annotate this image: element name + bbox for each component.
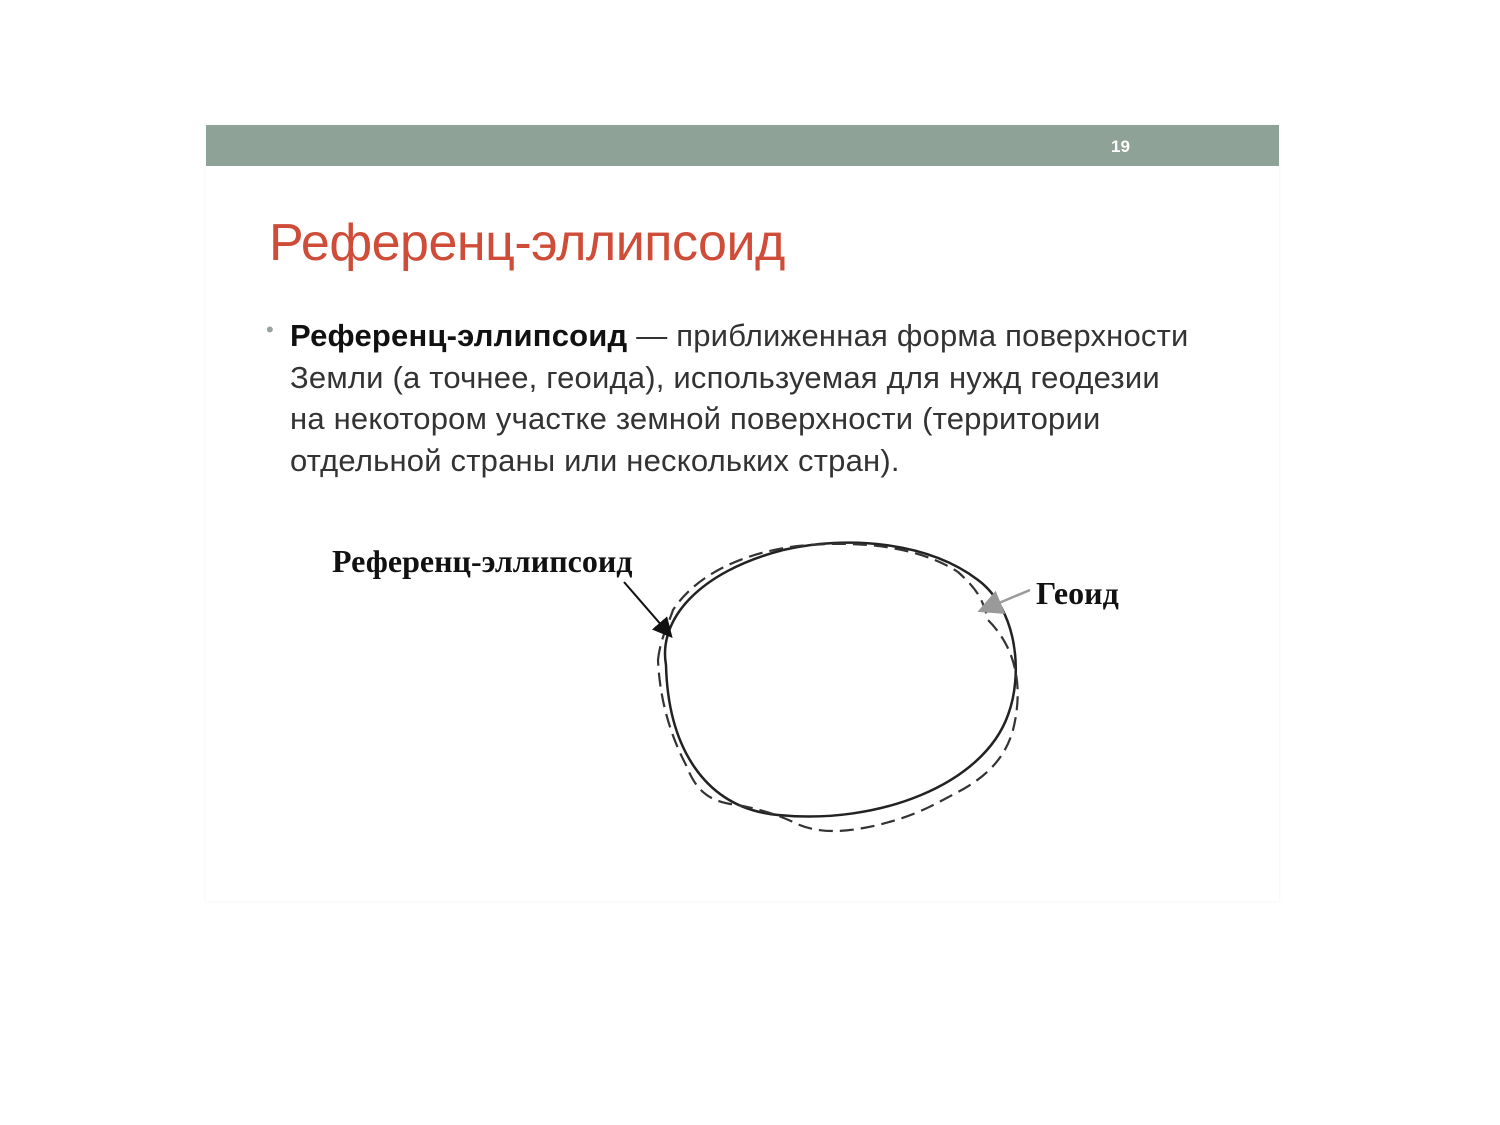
ellipsoid-pointer-arrow	[624, 582, 670, 635]
ellipsoid-outline	[665, 543, 1016, 817]
geoid-label: Геоид	[1036, 575, 1119, 611]
slide-header-bar	[206, 125, 1279, 166]
ellipsoid-label: Референц-эллипсоид	[332, 543, 633, 579]
slide	[206, 125, 1279, 901]
bullet-dot-icon: •	[266, 317, 274, 342]
geoid-pointer-arrow	[982, 590, 1030, 610]
bullet-text	[290, 315, 1200, 481]
ellipsoid-geoid-figure	[318, 530, 1148, 855]
slide-title: Референц-эллипсоид	[269, 214, 785, 272]
slide-number: 19	[1111, 137, 1130, 156]
bullet-definition: — приближенная форма поверхности Земли (а точнее, геоида), используемая для нужд геодезии на некотором участке земной поверхности (территории отдельной страны или нескольких стран).	[290, 318, 1189, 478]
bullet-term: Референц-эллипсоид	[290, 318, 628, 353]
